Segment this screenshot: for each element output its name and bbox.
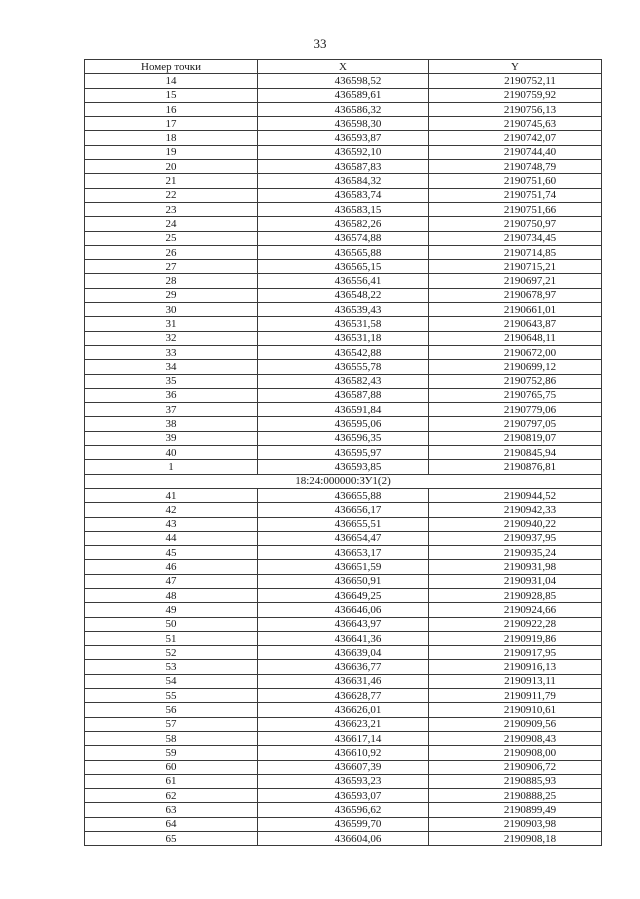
x-cell: 436587,83	[258, 160, 429, 174]
x-cell: 436555,78	[258, 360, 429, 374]
y-cell: 2190931,04	[429, 574, 602, 588]
point-number-cell: 36	[85, 388, 258, 402]
x-cell: 436531,58	[258, 317, 429, 331]
point-number-cell: 52	[85, 646, 258, 660]
point-number-cell: 38	[85, 417, 258, 431]
y-cell: 2190678,97	[429, 288, 602, 302]
y-cell: 2190714,85	[429, 245, 602, 259]
x-cell: 436631,46	[258, 674, 429, 688]
y-cell: 2190931,98	[429, 560, 602, 574]
point-number-cell: 16	[85, 102, 258, 116]
table-row	[85, 160, 602, 174]
table-row	[85, 431, 602, 445]
x-cell: 436584,32	[258, 174, 429, 188]
table-row	[85, 646, 602, 660]
header-x: X	[258, 60, 429, 74]
x-cell: 436595,06	[258, 417, 429, 431]
point-number-cell: 58	[85, 731, 258, 745]
point-number-cell: 49	[85, 603, 258, 617]
point-number-cell: 29	[85, 288, 258, 302]
y-cell: 2190899,49	[429, 803, 602, 817]
table-row	[85, 174, 602, 188]
y-cell: 2190908,43	[429, 731, 602, 745]
y-cell: 2190908,18	[429, 832, 602, 846]
table-row	[85, 188, 602, 202]
table-row	[85, 260, 602, 274]
y-cell: 2190699,12	[429, 360, 602, 374]
point-number-cell: 42	[85, 503, 258, 517]
point-number-cell: 1	[85, 460, 258, 474]
y-cell: 2190910,61	[429, 703, 602, 717]
x-cell: 436589,61	[258, 88, 429, 102]
table-row	[85, 145, 602, 159]
y-cell: 2190911,79	[429, 689, 602, 703]
y-cell: 2190751,74	[429, 188, 602, 202]
table-row	[85, 631, 602, 645]
point-number-cell: 62	[85, 789, 258, 803]
y-cell: 2190917,95	[429, 646, 602, 660]
y-cell: 2190903,98	[429, 817, 602, 831]
x-cell: 436593,23	[258, 774, 429, 788]
x-cell: 436626,01	[258, 703, 429, 717]
x-cell: 436651,59	[258, 560, 429, 574]
y-cell: 2190906,72	[429, 760, 602, 774]
table-row	[85, 774, 602, 788]
header-y: Y	[429, 60, 602, 74]
x-cell: 436591,84	[258, 403, 429, 417]
point-number-cell: 32	[85, 331, 258, 345]
x-cell: 436656,17	[258, 503, 429, 517]
x-cell: 436643,97	[258, 617, 429, 631]
point-number-cell: 63	[85, 803, 258, 817]
y-cell: 2190922,28	[429, 617, 602, 631]
point-number-cell: 47	[85, 574, 258, 588]
x-cell: 436610,92	[258, 746, 429, 760]
x-cell: 436604,06	[258, 832, 429, 846]
point-number-cell: 34	[85, 360, 258, 374]
point-number-cell: 24	[85, 217, 258, 231]
point-number-cell: 35	[85, 374, 258, 388]
table-body-second	[85, 488, 602, 845]
table-row	[85, 102, 602, 116]
x-cell: 436565,88	[258, 245, 429, 259]
point-number-cell: 39	[85, 431, 258, 445]
x-cell: 436593,87	[258, 131, 429, 145]
point-number-cell: 65	[85, 832, 258, 846]
page-number: 33	[313, 36, 327, 51]
point-number-cell: 25	[85, 231, 258, 245]
y-cell: 2190672,00	[429, 345, 602, 359]
table-row	[85, 88, 602, 102]
header-point-number: Номер точки	[85, 60, 258, 74]
x-cell: 436628,77	[258, 689, 429, 703]
point-number-cell: 55	[85, 689, 258, 703]
section-label: 18:24:000000:ЗУ1(2)	[85, 474, 602, 488]
x-cell: 436650,91	[258, 574, 429, 588]
y-cell: 2190913,11	[429, 674, 602, 688]
table-row	[85, 403, 602, 417]
x-cell: 436586,32	[258, 102, 429, 116]
table-row	[85, 274, 602, 288]
y-cell: 2190819,07	[429, 431, 602, 445]
table-row	[85, 832, 602, 846]
y-cell: 2190779,06	[429, 403, 602, 417]
table-row	[85, 689, 602, 703]
x-cell: 436623,21	[258, 717, 429, 731]
y-cell: 2190697,21	[429, 274, 602, 288]
y-cell: 2190643,87	[429, 317, 602, 331]
x-cell: 436583,74	[258, 188, 429, 202]
table-row	[85, 202, 602, 216]
x-cell: 436596,35	[258, 431, 429, 445]
table-row	[85, 317, 602, 331]
table-row	[85, 531, 602, 545]
y-cell: 2190908,00	[429, 746, 602, 760]
x-cell: 436598,52	[258, 74, 429, 88]
table-row	[85, 717, 602, 731]
x-cell: 436654,47	[258, 531, 429, 545]
x-cell: 436599,70	[258, 817, 429, 831]
y-cell: 2190888,25	[429, 789, 602, 803]
y-cell: 2190916,13	[429, 660, 602, 674]
coordinates-table	[84, 59, 602, 846]
point-number-cell: 57	[85, 717, 258, 731]
table-row	[85, 245, 602, 259]
point-number-cell: 33	[85, 345, 258, 359]
x-cell: 436556,41	[258, 274, 429, 288]
x-cell: 436582,43	[258, 374, 429, 388]
table-row	[85, 503, 602, 517]
table-row	[85, 789, 602, 803]
x-cell: 436639,04	[258, 646, 429, 660]
x-cell: 436593,07	[258, 789, 429, 803]
x-cell: 436582,26	[258, 217, 429, 231]
point-number-cell: 17	[85, 117, 258, 131]
x-cell: 436655,51	[258, 517, 429, 531]
y-cell: 2190648,11	[429, 331, 602, 345]
y-cell: 2190734,45	[429, 231, 602, 245]
table-row	[85, 660, 602, 674]
table-row	[85, 760, 602, 774]
table-row	[85, 374, 602, 388]
x-cell: 436617,14	[258, 731, 429, 745]
point-number-cell: 19	[85, 145, 258, 159]
table-row	[85, 703, 602, 717]
table-row	[85, 488, 602, 502]
x-cell: 436655,88	[258, 488, 429, 502]
table-row	[85, 446, 602, 460]
y-cell: 2190944,52	[429, 488, 602, 502]
y-cell: 2190744,40	[429, 145, 602, 159]
point-number-cell: 27	[85, 260, 258, 274]
x-cell: 436595,97	[258, 446, 429, 460]
point-number-cell: 43	[85, 517, 258, 531]
y-cell: 2190937,95	[429, 531, 602, 545]
point-number-cell: 53	[85, 660, 258, 674]
point-number-cell: 64	[85, 817, 258, 831]
y-cell: 2190756,13	[429, 102, 602, 116]
point-number-cell: 20	[85, 160, 258, 174]
y-cell: 2190715,21	[429, 260, 602, 274]
point-number-cell: 40	[85, 446, 258, 460]
point-number-cell: 37	[85, 403, 258, 417]
x-cell: 436649,25	[258, 588, 429, 602]
x-cell: 436542,88	[258, 345, 429, 359]
y-cell: 2190742,07	[429, 131, 602, 145]
point-number-cell: 26	[85, 245, 258, 259]
y-cell: 2190919,86	[429, 631, 602, 645]
table-row	[85, 603, 602, 617]
x-cell: 436607,39	[258, 760, 429, 774]
point-number-cell: 23	[85, 202, 258, 216]
x-cell: 436636,77	[258, 660, 429, 674]
point-number-cell: 41	[85, 488, 258, 502]
point-number-cell: 46	[85, 560, 258, 574]
y-cell: 2190752,11	[429, 74, 602, 88]
y-cell: 2190876,81	[429, 460, 602, 474]
table-row	[85, 460, 602, 474]
point-number-cell: 44	[85, 531, 258, 545]
table-row	[85, 117, 602, 131]
y-cell: 2190942,33	[429, 503, 602, 517]
table-row	[85, 74, 602, 88]
x-cell: 436596,62	[258, 803, 429, 817]
x-cell: 436539,43	[258, 303, 429, 317]
point-number-cell: 60	[85, 760, 258, 774]
x-cell: 436574,88	[258, 231, 429, 245]
point-number-cell: 28	[85, 274, 258, 288]
y-cell: 2190745,63	[429, 117, 602, 131]
y-cell: 2190751,60	[429, 174, 602, 188]
x-cell: 436598,30	[258, 117, 429, 131]
x-cell: 436641,36	[258, 631, 429, 645]
table-row	[85, 345, 602, 359]
point-number-cell: 59	[85, 746, 258, 760]
x-cell: 436593,85	[258, 460, 429, 474]
x-cell: 436565,15	[258, 260, 429, 274]
table-row	[85, 388, 602, 402]
table-row	[85, 731, 602, 745]
point-number-cell: 45	[85, 546, 258, 560]
table-row	[85, 817, 602, 831]
y-cell: 2190751,66	[429, 202, 602, 216]
table-row	[85, 217, 602, 231]
y-cell: 2190924,66	[429, 603, 602, 617]
y-cell: 2190928,85	[429, 588, 602, 602]
x-cell: 436653,17	[258, 546, 429, 560]
table-header	[85, 60, 602, 74]
point-number-cell: 18	[85, 131, 258, 145]
table-row	[85, 131, 602, 145]
y-cell: 2190750,97	[429, 217, 602, 231]
point-number-cell: 31	[85, 317, 258, 331]
x-cell: 436587,88	[258, 388, 429, 402]
point-number-cell: 15	[85, 88, 258, 102]
table-row	[85, 560, 602, 574]
table-row	[85, 517, 602, 531]
point-number-cell: 50	[85, 617, 258, 631]
y-cell: 2190885,93	[429, 774, 602, 788]
y-cell: 2190759,92	[429, 88, 602, 102]
x-cell: 436531,18	[258, 331, 429, 345]
table-row	[85, 546, 602, 560]
table-row	[85, 360, 602, 374]
section-row	[85, 474, 602, 488]
table-row	[85, 803, 602, 817]
table-row	[85, 303, 602, 317]
y-cell: 2190909,56	[429, 717, 602, 731]
table-row	[85, 288, 602, 302]
table-row	[85, 574, 602, 588]
x-cell: 436646,06	[258, 603, 429, 617]
table-row	[85, 331, 602, 345]
y-cell: 2190845,94	[429, 446, 602, 460]
table-body-first	[85, 74, 602, 474]
table-row	[85, 617, 602, 631]
x-cell: 436583,15	[258, 202, 429, 216]
point-number-cell: 21	[85, 174, 258, 188]
y-cell: 2190935,24	[429, 546, 602, 560]
y-cell: 2190748,79	[429, 160, 602, 174]
point-number-cell: 51	[85, 631, 258, 645]
point-number-cell: 30	[85, 303, 258, 317]
y-cell: 2190797,05	[429, 417, 602, 431]
y-cell: 2190661,01	[429, 303, 602, 317]
table-row	[85, 674, 602, 688]
point-number-cell: 56	[85, 703, 258, 717]
header-row	[85, 60, 602, 74]
y-cell: 2190765,75	[429, 388, 602, 402]
point-number-cell: 61	[85, 774, 258, 788]
point-number-cell: 48	[85, 588, 258, 602]
table-row	[85, 417, 602, 431]
point-number-cell: 22	[85, 188, 258, 202]
point-number-cell: 54	[85, 674, 258, 688]
y-cell: 2190940,22	[429, 517, 602, 531]
x-cell: 436592,10	[258, 145, 429, 159]
x-cell: 436548,22	[258, 288, 429, 302]
y-cell: 2190752,86	[429, 374, 602, 388]
table-row	[85, 231, 602, 245]
table-row	[85, 746, 602, 760]
point-number-cell: 14	[85, 74, 258, 88]
table-row	[85, 588, 602, 602]
table-section	[85, 474, 602, 488]
